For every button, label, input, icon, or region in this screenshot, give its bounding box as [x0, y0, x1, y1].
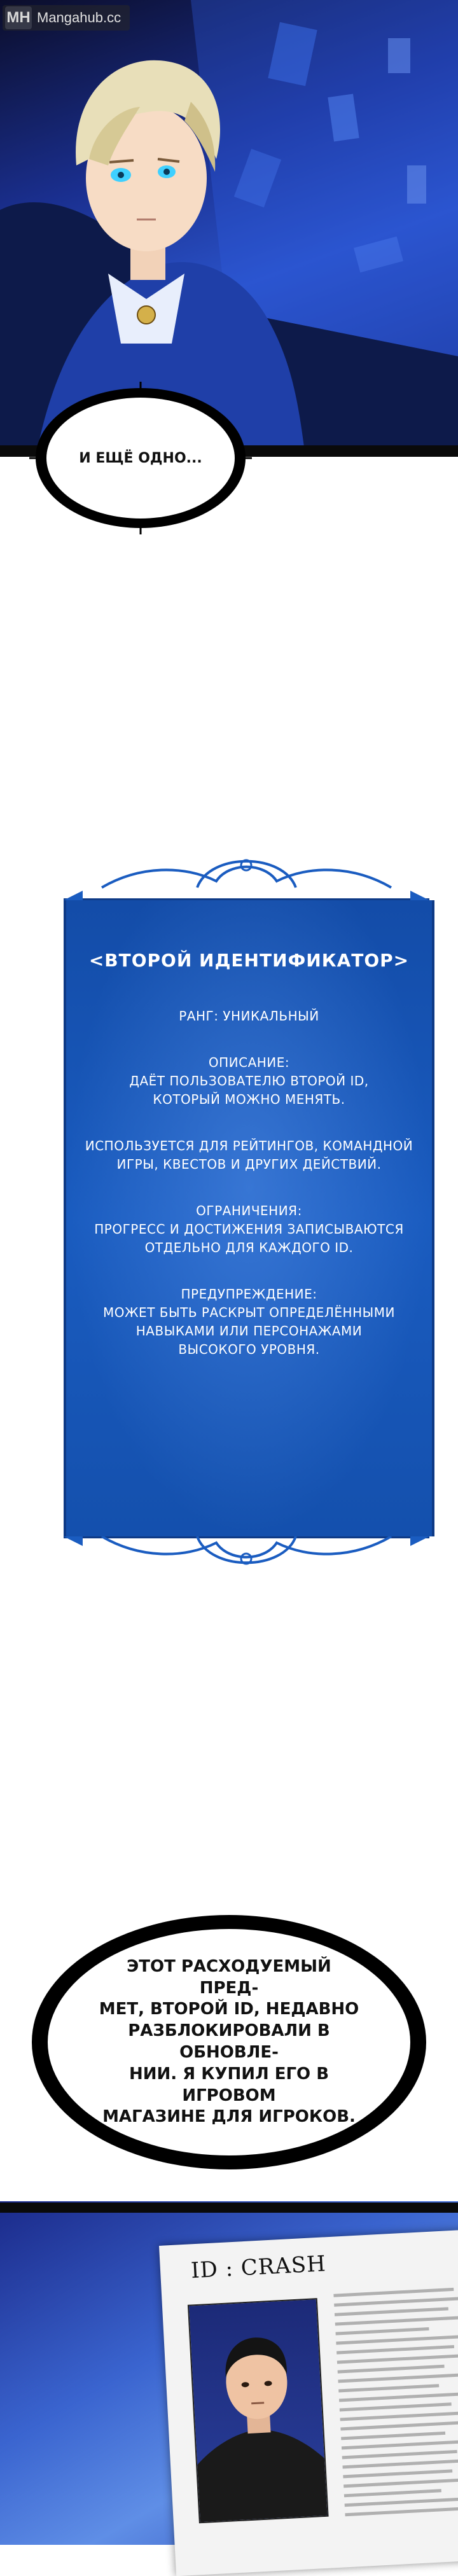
bubble-bottom-line: МАГАЗИНЕ ДЛЯ ИГРОКОВ.	[102, 2107, 356, 2127]
watermark-site: Mangahub.cc	[37, 10, 121, 25]
description-label: ОПИСАНИЕ:	[208, 1054, 290, 1070]
speech-bubble-top	[29, 382, 252, 534]
usage-line: ИСПОЛЬЗУЕТСЯ ДЛЯ РЕЙТИНГОВ, КОМАНДНОЙ	[85, 1138, 413, 1153]
watermark-logo: MH	[5, 6, 32, 29]
system-title: <ВТОРОЙ ИДЕНТИФИКАТОР>	[88, 950, 410, 971]
bubble-bottom-text	[95, 1956, 363, 2127]
profile-photo	[188, 2298, 329, 2523]
profile-card	[159, 2229, 458, 2576]
usage-line: ИГРЫ, КВЕСТОВ И ДРУГИХ ДЕЙСТВИЙ.	[116, 1156, 382, 1172]
limits-label: ОГРАНИЧЕНИЯ:	[196, 1202, 302, 1218]
warning-line: НАВЫКАМИ ИЛИ ПЕРСОНАЖАМИ	[135, 1323, 363, 1339]
bubble-bottom-line: НИИ. Я КУПИЛ ЕГО В ИГРОВОМ	[128, 2064, 330, 2105]
system-rank: РАНГ: УНИКАЛЬНЫЙ	[179, 1008, 319, 1024]
system-limits	[73, 1202, 426, 1257]
system-usage	[73, 1137, 426, 1174]
profile-text-lines	[333, 2287, 458, 2523]
warning-label: ПРЕДУПРЕЖДЕНИЕ:	[181, 1286, 317, 1302]
system-window-content	[73, 900, 426, 1359]
warning-line: ВЫСОКОГО УРОВНЯ.	[178, 1341, 320, 1357]
bubble-top-text: И ЕЩЁ ОДНО...	[79, 450, 202, 466]
system-description	[73, 1054, 426, 1109]
bubble-bottom-line: РАЗБЛОКИРОВАЛИ В ОБНОВЛЕ-	[128, 2021, 330, 2062]
limits-line: ПРОГРЕСС И ДОСТИЖЕНИЯ ЗАПИСЫВАЮТСЯ	[94, 1221, 404, 1237]
system-window-body	[64, 900, 434, 1536]
system-window	[64, 827, 429, 1603]
bubble-bottom-line: ЭТОТ РАСХОДУЕМЫЙ ПРЕД-	[127, 1956, 331, 1998]
character-portrait	[189, 2299, 328, 2522]
profile-id-label: ID : CRASH	[190, 2251, 327, 2284]
bubble-bottom-line: МЕТ, ВТОРОЙ ID, НЕДАВНО	[99, 2000, 359, 2019]
panel-divider	[0, 2203, 458, 2213]
warning-line: МОЖЕТ БЫТЬ РАСКРЫТ ОПРЕДЕЛЁННЫМИ	[103, 1304, 395, 1320]
system-warning	[73, 1285, 426, 1359]
description-line: КОТОРЫЙ МОЖНО МЕНЯТЬ.	[153, 1091, 345, 1107]
limits-line: ОТДЕЛЬНО ДЛЯ КАЖДОГО ID.	[144, 1239, 354, 1255]
description-line: ДАЁТ ПОЛЬЗОВАТЕЛЮ ВТОРОЙ ID,	[129, 1073, 369, 1089]
speech-bubble-bottom	[25, 1909, 433, 2176]
watermark	[3, 5, 130, 31]
